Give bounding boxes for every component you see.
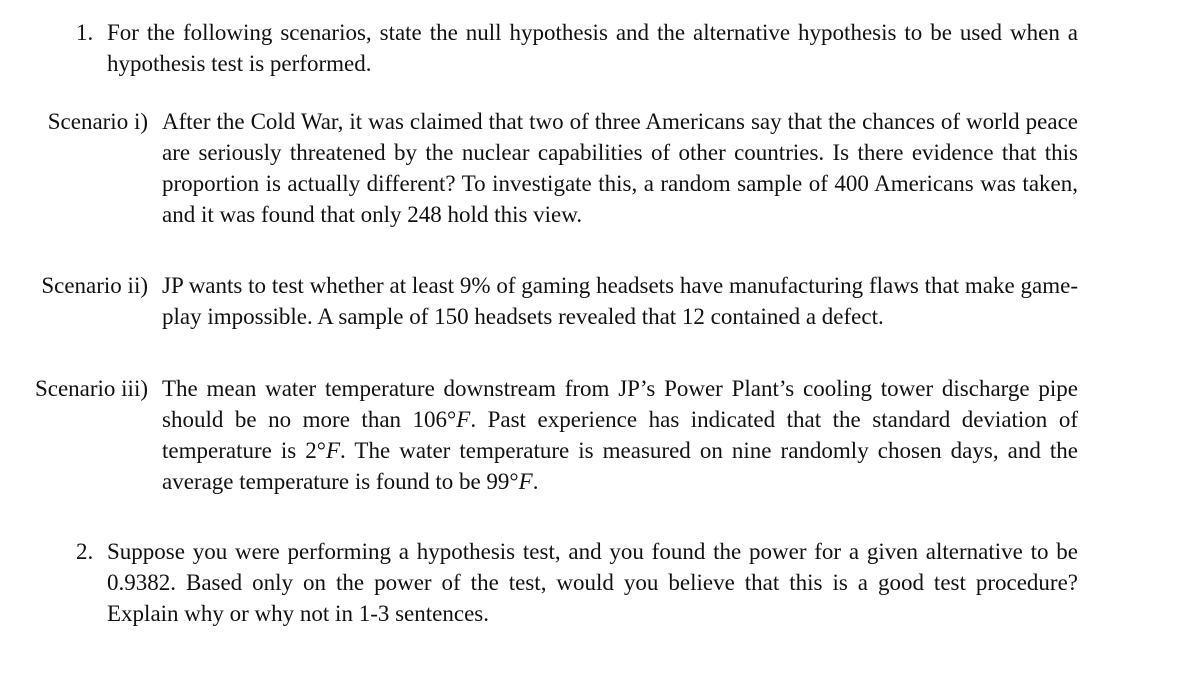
question-1 bbox=[76, 17, 1078, 79]
scenario-iii-text bbox=[162, 373, 1078, 497]
scenario-iii-text-part-3: . The water temperature is measured on nine randomly chosen days, and the average temperature is found to be 99° bbox=[162, 438, 1078, 494]
fahrenheit-unit-1: F bbox=[456, 407, 471, 432]
fahrenheit-unit-3: F bbox=[518, 469, 533, 494]
scenario-iii-text-part-1: The mean water temperature downstream from JP’s Power Plant’s cooling tower discharge pipe should be no more than 106° bbox=[162, 376, 1078, 432]
question-2-number: 2. bbox=[76, 539, 94, 564]
scenario-ii-text: JP wants to test whether at least 9% of gaming headsets have manufacturing flaws that make game-play impossible. A sample of 150 headsets revealed that 12 contained a defect. bbox=[162, 273, 1078, 329]
question-2 bbox=[76, 536, 1078, 629]
question-2-text: Suppose you were performing a hypothesis test, and you found the power for a given alternative to be 0.9382. Based only on the power of the test, would you believe that this is a good test procedure? Explain why or why not in 1-3 sentences. bbox=[107, 539, 1078, 626]
scenario-iii-label: Scenario iii) bbox=[34, 376, 148, 401]
scenario-iii-text-part-4: . bbox=[532, 469, 539, 494]
scenario-ii bbox=[0, 270, 1078, 332]
scenario-i bbox=[0, 106, 1078, 230]
fahrenheit-unit-2: F bbox=[325, 438, 341, 463]
question-1-text: For the following scenarios, state the null hypothesis and the alternative hypothesis to be used when a hypothesis test is performed. bbox=[107, 20, 1078, 76]
scenario-i-label: Scenario i) bbox=[47, 109, 148, 134]
question-1-number: 1. bbox=[76, 20, 94, 45]
scenario-iii bbox=[0, 373, 1078, 497]
scenario-ii-label: Scenario ii) bbox=[41, 273, 148, 298]
scenario-i-text: After the Cold War, it was claimed that two of three Americans say that the chances of world peace are seriously threatened by the nuclear capabilities of other countries. Is there evidence that this proportion is actually different? To investigate this, a random sample of 400 Americans was taken, and it was found that only 248 hold this view. bbox=[162, 109, 1078, 227]
scenario-iii-text-part-2: . Past experience has indicated that the standard deviation of temperature is 2° bbox=[162, 407, 1078, 463]
